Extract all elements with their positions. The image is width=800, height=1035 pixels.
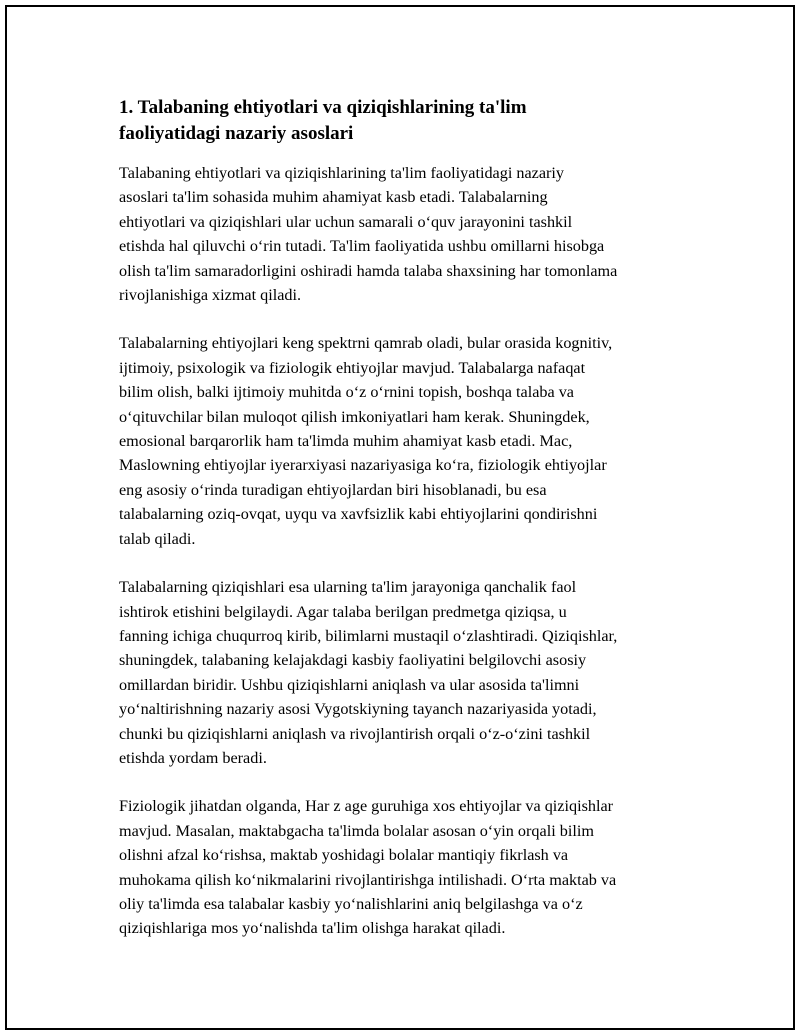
document-page: [5, 5, 795, 1030]
paragraph-needs: Talabalarning ehtiyojlari keng spektrni qamrab oladi, bular orasida kognitiv, ijtimoiy, psixologik va fiziologik ehtiyojlar mavjud. Talabalarga nafaqat bilim olish, balki ijtimoiy muhitda oʻz oʻrnini topish, boshqa talaba va oʻqituvchilar bilan muloqot qilish imkoniyatlari ham kerak. Shuningdek, emosional barqarorlik ham ta'limda muhim ahamiyat kasb etadi. Mac, Maslowning ehtiyojlar iyerarxiyasi nazariyasiga koʻra, fiziologik ehtiyojlar eng asosiy oʻrinda turadigan ehtiyojlardan biri hisoblanadi, bu esa talabalarning oziq-ovqat, uyqu va xavfsizlik kabi ehtiyojlarini qondirishni talab qiladi.: [119, 334, 613, 548]
paragraph-interests: Talabalarning qiziqishlari esa ularning ta'lim jarayoniga qanchalik faol ishtirok etishini belgilaydi. Agar talaba berilgan predmetga qiziqsa, u fanning ichiga chuqurroq kirib, bilimlarni mustaqil oʻzlashtiradi. Qiziqishlar, shuningdek, talabaning kelajakdagi kasbiy faoliyatini belgilovchi asosiy omillardan biridir. Ushbu qiziqishlarni aniqlash va ular asosida ta'limni yoʻnaltirishning nazariy asosi Vygotskiyning tayanch nazariyasida yotadi, chunki bu qiziqishlarni aniqlash va rivojlantirish orqali oʻz-oʻzini tashkil etishda yordam beradi.: [119, 578, 618, 767]
paragraph-physiological: Fiziologik jihatdan olganda, Har z age guruhiga xos ehtiyojlar va qiziqishlar mavjud. Masalan, maktabgacha ta'limda bolalar asosan oʻyin orqali bilim olishni afzal koʻrishsa, maktab yoshidagi bolalar mantiqiy fikrlash va muhokama qilish koʻnikmalarini rivojlantirishga intilishadi. Oʻrta maktab va oliy ta'limda esa talabalar kasbiy yoʻnalishlarini aniq belgilashga va oʻz qiziqishlariga mos yoʻnalishda ta'lim olishga harakat qiladi.: [119, 797, 617, 938]
document-body: [119, 95, 689, 965]
paragraph-intro: Talabaning ehtiyotlari va qiziqishlarining ta'lim faoliyatidagi nazariy asoslari ta'lim sohasida muhim ahamiyat kasb etadi. Talabalarning ehtiyotlari va qiziqishlari ular uchun samarali oʻquv jarayonini tashkil etishda hal qiluvchi oʻrin tutadi. Ta'lim faoliyatida ushbu omillarni hisobga olish ta'lim samaradorligini oshiradi hamda talaba shaxsining har tomonlama rivojlanishiga xizmat qiladi.: [119, 164, 618, 305]
section-heading: 1. Talabaning ehtiyotlari va qiziqishlarining ta'lim faoliyatidagi nazariy asoslari: [119, 97, 527, 144]
